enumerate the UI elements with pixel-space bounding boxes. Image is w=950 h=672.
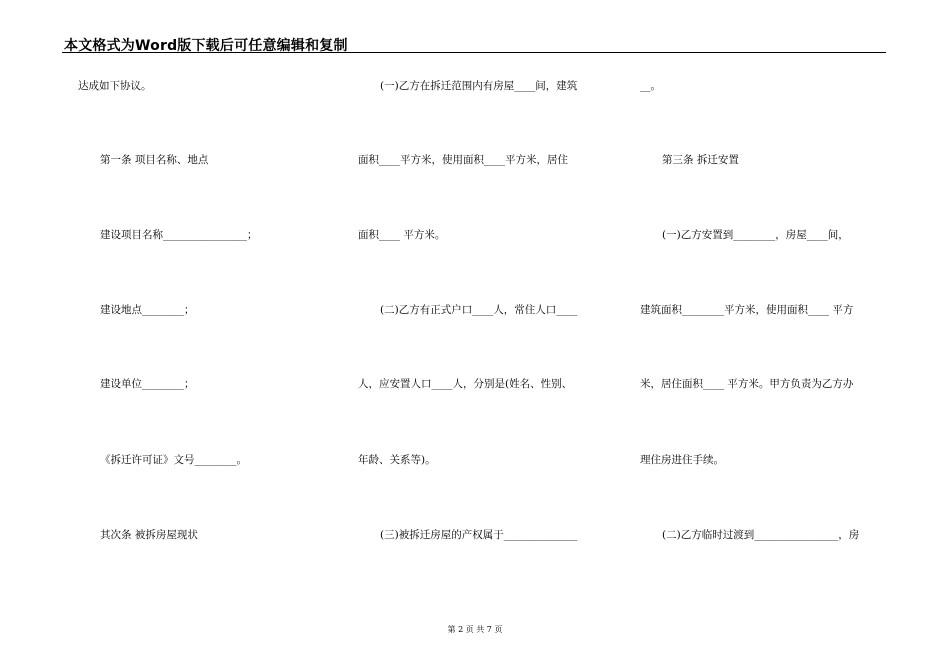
temporary-transition-line: (二)乙方临时过渡到________________，房 [662,529,860,541]
resettlement-site-line: (一)乙方安置到________，房屋____间， [662,229,849,241]
move-in-line: 理住房进住手续。 [640,454,724,466]
agreement-intro: 达成如下协议。 [78,80,152,92]
permit-number-line: 《拆迁许可证》文号________。 [100,454,247,466]
construction-unit-line: 建设单位________； [100,378,195,390]
resettlement-count-line: 人，应安置人口____人，分别是(姓名、性别、 [358,378,573,390]
header-title: 本文格式为Word版下载后可任意编辑和复制 [64,38,348,54]
area-line: 面积____平方米，使用面积____平方米，居住 [358,154,568,166]
household-line: (二)乙方有正式户口____人，常住人口____ [380,304,578,316]
living-area-line: 面积____ 平方米。 [358,229,446,241]
text-column-1 [78,0,338,672]
article-3-heading: 第三条 拆迁安置 [662,154,739,166]
resettlement-area-line: 建筑面积________平方米，使用面积____ 平方 [640,304,854,316]
resettlement-living-line: 米，居住面积____ 平方米。甲方负责为乙方办 [640,378,854,390]
text-column-3 [640,0,888,672]
article-1-heading: 第一条 项目名称、地点 [100,154,209,166]
page-number: 第 2 页 共 7 页 [447,625,503,634]
property-right-end-line: __。 [640,80,661,92]
property-right-line: (三)被拆迁房屋的产权属于______________ [380,529,578,541]
article-2-heading: 其次条 被拆房屋现状 [100,529,198,541]
house-count-line: (一)乙方在拆迁范围内有房屋____间，建筑 [380,80,578,92]
project-name-line: 建设项目名称________________； [100,229,258,241]
text-column-2 [358,0,620,672]
construction-site-line: 建设地点________； [100,304,195,316]
relation-line: 年龄、关系等)。 [358,454,436,466]
